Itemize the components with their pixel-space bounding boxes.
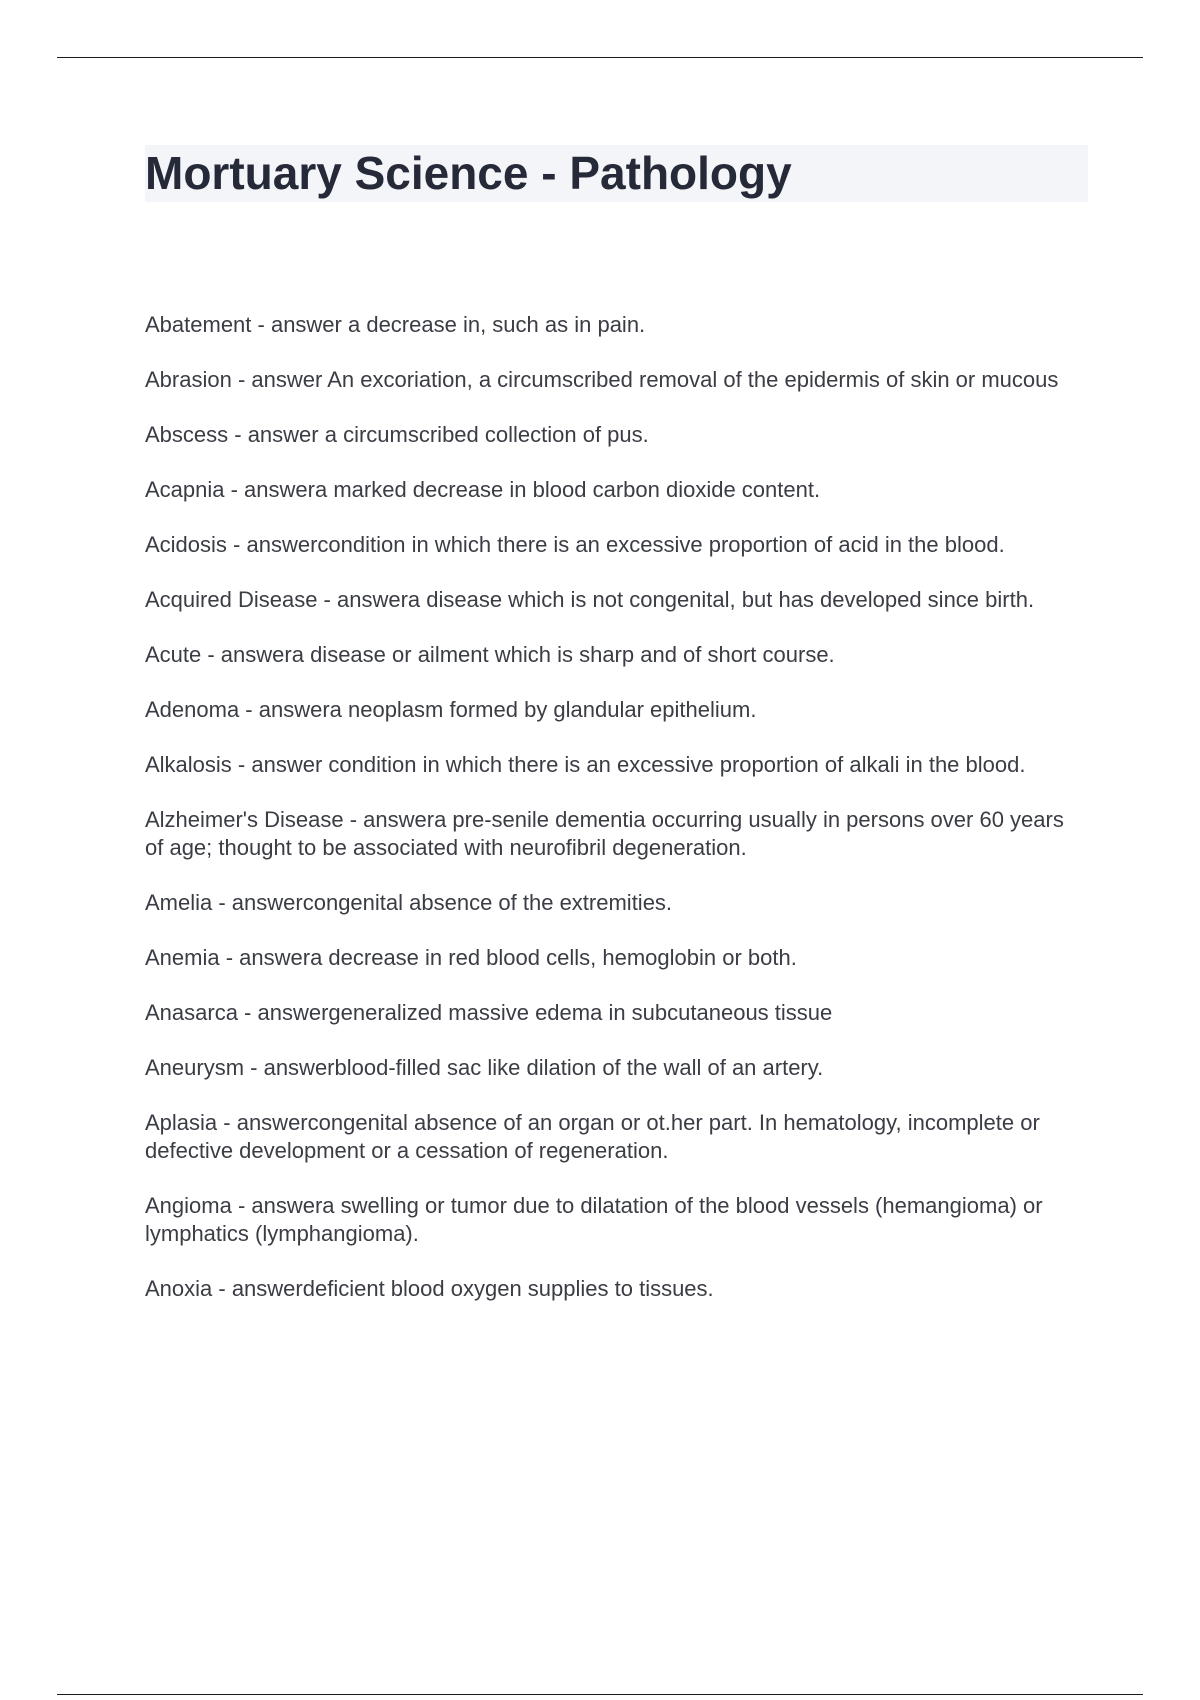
- definition-entry: Aneurysm - answerblood-filled sac like dilation of the wall of an artery.: [145, 1055, 824, 1080]
- definition-entry: Anemia - answera decrease in red blood cells, hemoglobin or both.: [145, 945, 797, 970]
- bottom-divider: [57, 1694, 1143, 1695]
- definition-entry: Alzheimer's Disease - answera pre-senile dementia occurring usually in persons over 60 years of age; thought to be associated with neurofibril degeneration.: [145, 807, 1064, 860]
- definition-list: [145, 311, 1075, 1330]
- definition-entry: Acidosis - answercondition in which there is an excessive proportion of acid in the blood.: [145, 532, 1005, 557]
- top-divider: [57, 57, 1143, 58]
- definition-entry: Acquired Disease - answera disease which is not congenital, but has developed since birth.: [145, 587, 1035, 612]
- definition-entry: Aplasia - answercongenital absence of an organ or ot.her part. In hematology, incomplete or defective development or a cessation of regeneration.: [145, 1110, 1040, 1163]
- definition-entry: Adenoma - answera neoplasm formed by glandular epithelium.: [145, 697, 757, 722]
- definition-entry: Abscess - answer a circumscribed collection of pus.: [145, 422, 649, 447]
- definition-entry: Anasarca - answergeneralized massive edema in subcutaneous tissue: [145, 1000, 833, 1025]
- definition-entry: Acute - answera disease or ailment which is sharp and of short course.: [145, 642, 835, 667]
- definition-entry: Abatement - answer a decrease in, such as in pain.: [145, 312, 646, 337]
- definition-entry: Angioma - answera swelling or tumor due to dilatation of the blood vessels (hemangioma) or lymphatics (lymphangioma).: [145, 1193, 1043, 1246]
- definition-entry: Abrasion - answer An excoriation, a circumscribed removal of the epidermis of skin or mucous: [145, 367, 1059, 392]
- definition-entry: Acapnia - answera marked decrease in blood carbon dioxide content.: [145, 477, 821, 502]
- page-title: Mortuary Science - Pathology: [145, 147, 792, 199]
- definition-entry: Amelia - answercongenital absence of the extremities.: [145, 890, 673, 915]
- definition-entry: Alkalosis - answer condition in which there is an excessive proportion of alkali in the blood.: [145, 752, 1026, 777]
- definition-entry: Anoxia - answerdeficient blood oxygen supplies to tissues.: [145, 1276, 714, 1301]
